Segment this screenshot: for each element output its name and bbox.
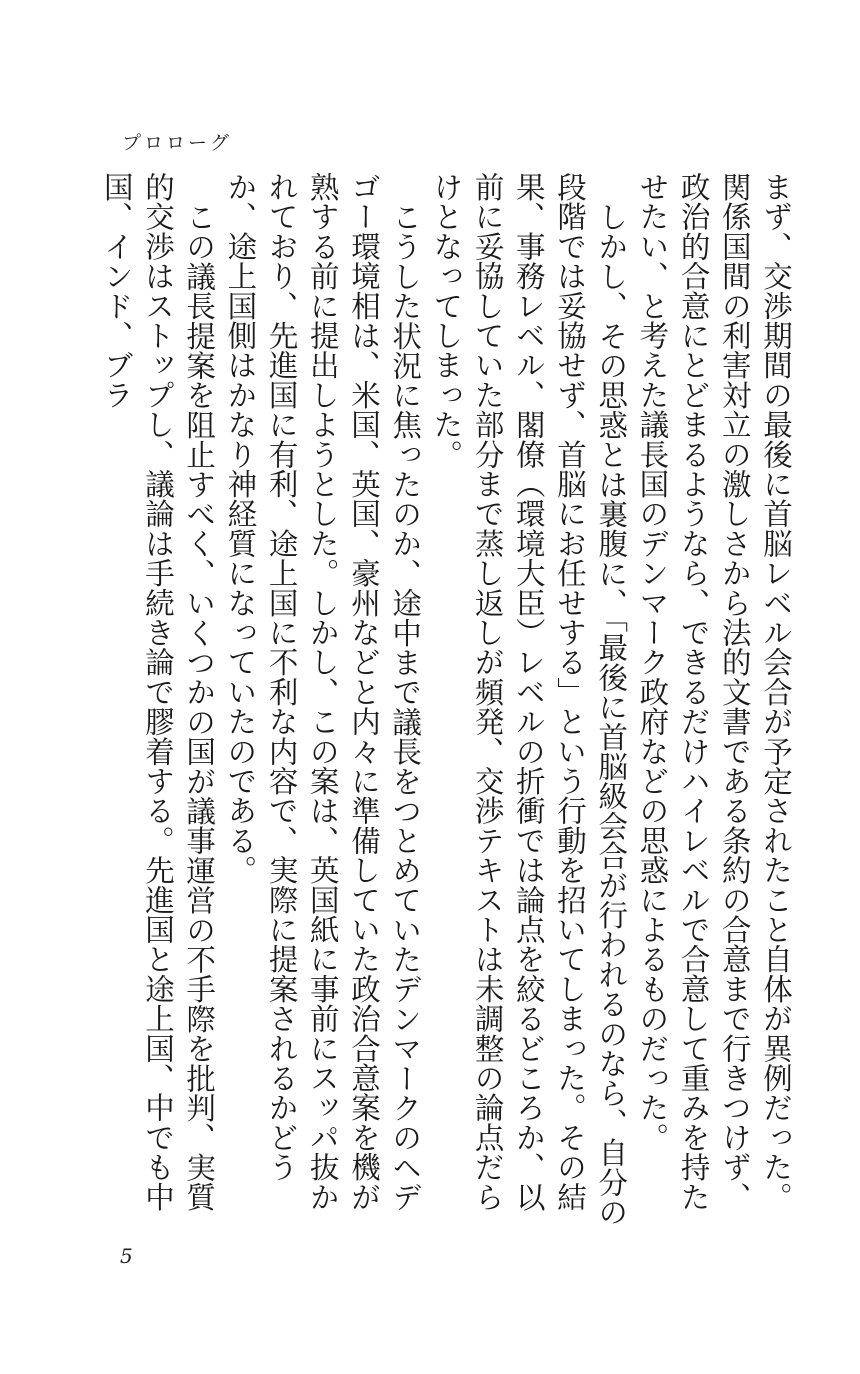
running-head: プロローグ [122,132,233,154]
paragraph: この議長提案を阻止すべく、いくつかの国が議事運営の不手際を批判、実質的交渉はストップし、議論は手続き論で膠着する。先進国と途上国、中でも中国、インド、ブラ [99,172,217,1212]
paragraph: こうした状況に焦ったのか、途中まで議長をつとめていたデンマークのヘデゴー環境相は、米国、英国、豪州などと内々に準備していた政治合意案を機が熟する前に提出しようとした。しかし、この案は、英国紙に事前にスッパ抜かれており、先進国に有利、途上国に不利な内容で、実際に提案されるかどうか、途上国側はかなり神経質になっていたのである。 [223,172,423,1212]
paragraph: しかし、その思惑とは裏腹に、「最後に首脳級会合が行われるのなら、自分の段階では妥協せず、首脳にお任せする」という行動を招いてしまった。その結果、事務レベル、閣僚（環境大臣）レベルの折衝では論点を絞るどころか、以前に妥協していた部分まで蒸し返しが頻発、交渉テキストは未調整の論点だらけとなってしまった。 [429,172,629,1227]
paragraph: まず、交渉期間の最後に首脳レベル会合が予定されたこと自体が異例だった。関係国間の利害対立の激しさから法的文書である条約の合意まで行きつけず、政治的合意にとどまるようなら、できるだけハイレベルで合意して重みを持たせたい、と考えた議長国のデンマーク政府などの思惑によるものだった。 [635,172,793,1212]
page-number: 5 [120,1244,133,1268]
body-text [99,172,796,1234]
